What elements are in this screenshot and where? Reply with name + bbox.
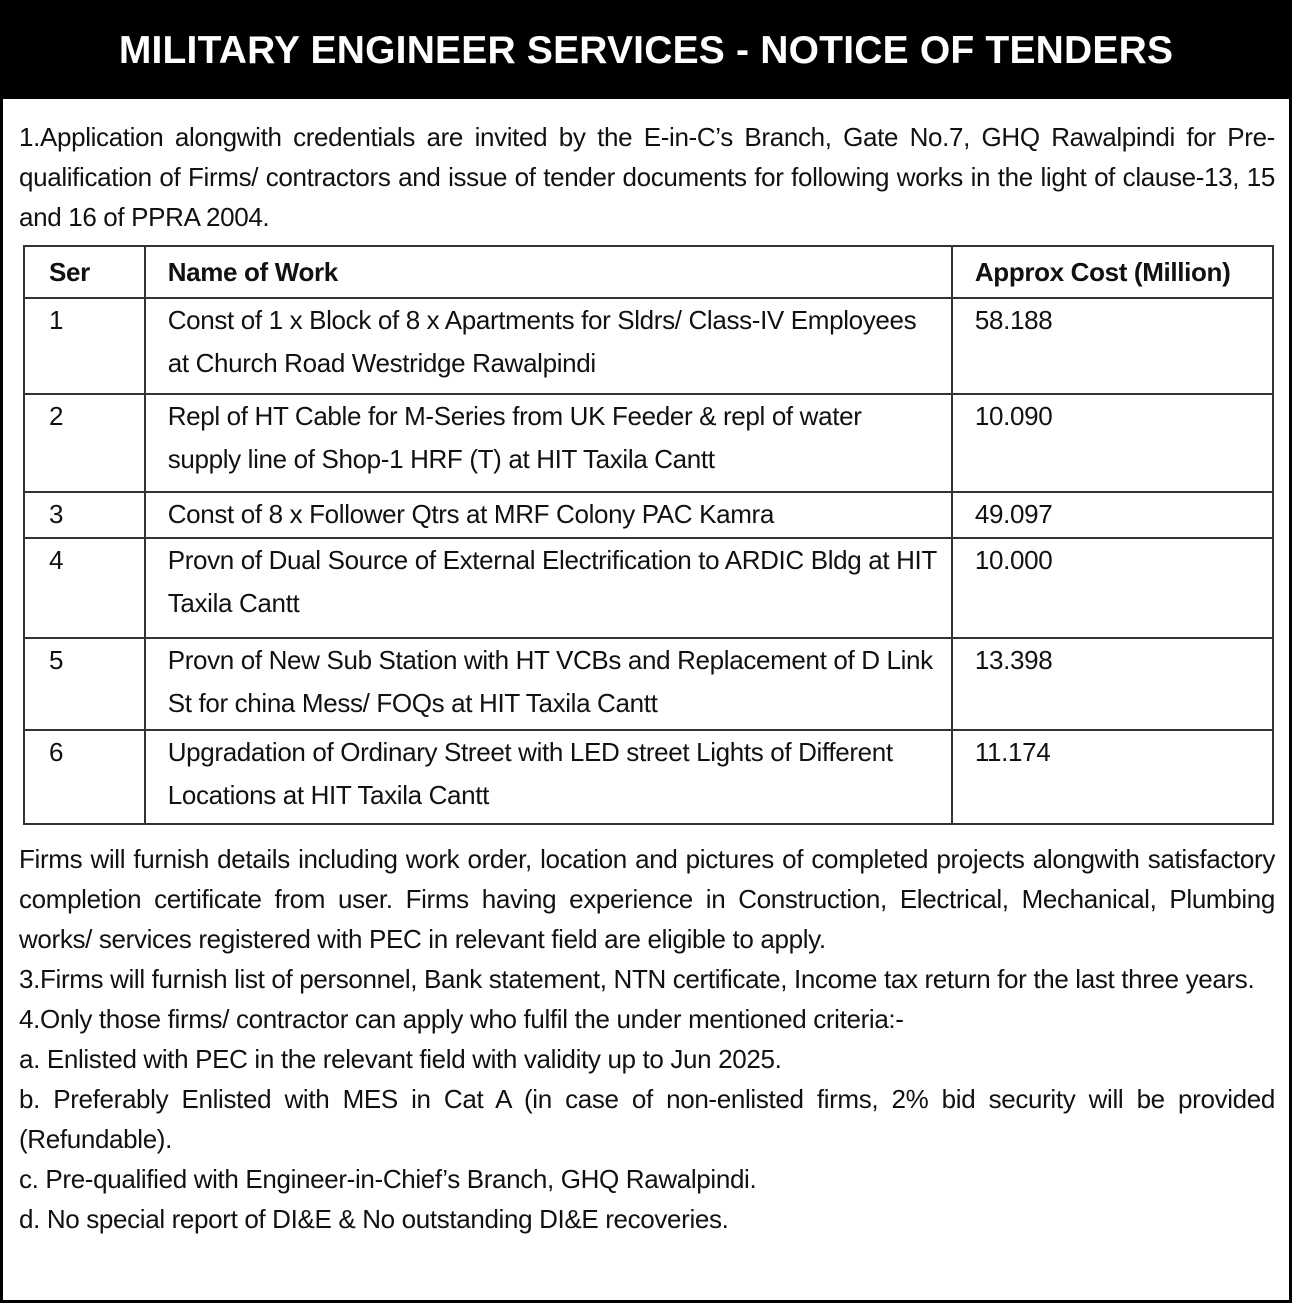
criteria-a: a. Enlisted with PEC in the relevant field with validity up to Jun 2025. [19, 1044, 782, 1074]
row-cost: 10.090 [952, 394, 1273, 492]
row-name-of-work: Provn of Dual Source of External Electrification to ARDIC Bldg at HIT Taxila Cantt [145, 538, 952, 638]
header-approx-cost: Approx Cost (Million) [952, 246, 1273, 298]
header-ser: Ser [24, 246, 145, 298]
header-name-of-work: Name of Work [145, 246, 952, 298]
row-cost: 49.097 [952, 492, 1273, 538]
conditions-text [19, 839, 1275, 1239]
title-bar [3, 3, 1289, 99]
row-name-of-work: Repl of HT Cable for M-Series from UK Feeder & repl of water supply line of Shop-1 HRF (T) at HIT Taxila Cantt [145, 394, 952, 492]
row-cost: 10.000 [952, 538, 1273, 638]
row-name-of-work: Const of 8 x Follower Qtrs at MRF Colony PAC Kamra [145, 492, 952, 538]
table-header-row [24, 246, 1273, 298]
row-ser: 4 [24, 538, 145, 638]
row-cost: 58.188 [952, 298, 1273, 394]
paragraph-criteria: 4.Only those firms/ contractor can apply who fulfil the under mentioned criteria:- [19, 1004, 904, 1034]
table-row [24, 298, 1273, 394]
table-row [24, 492, 1273, 538]
table-row [24, 730, 1273, 824]
criteria-b: b. Preferably Enlisted with MES in Cat A (in case of non-enlisted firms, 2% bid security will be provided (Refundable). [19, 1084, 1275, 1154]
criteria-d: d. No special report of DI&E & No outstanding DI&E recoveries. [19, 1204, 729, 1234]
row-name-of-work: Provn of New Sub Station with HT VCBs and Replacement of D Link St for china Mess/ FOQs at HIT Taxila Cantt [145, 638, 952, 730]
row-name-of-work: Upgradation of Ordinary Street with LED street Lights of Different Locations at HIT Taxila Cantt [145, 730, 952, 824]
row-cost: 13.398 [952, 638, 1273, 730]
works-table [23, 245, 1274, 825]
row-ser: 1 [24, 298, 145, 394]
table-row [24, 538, 1273, 638]
table-row [24, 638, 1273, 730]
criteria-c: c. Pre-qualified with Engineer-in-Chief’s Branch, GHQ Rawalpindi. [19, 1164, 757, 1194]
intro-paragraph: 1.Application alongwith credentials are invited by the E-in-C’s Branch, Gate No.7, GHQ Rawalpindi for Pre-qualification of Firms/ contractors and issue of tender documents for following works in the light of clause-13, 15 and 16 of PPRA 2004. [19, 122, 1275, 232]
row-ser: 6 [24, 730, 145, 824]
notice-title: MILITARY ENGINEER SERVICES - NOTICE OF TENDERS [118, 29, 1174, 72]
paragraph-firm-details: Firms will furnish details including work order, location and pictures of completed projects alongwith satisfactory completion certificate from user. Firms having experience in Construction, Electrical, Mechanical, Plumbing works/ services registered with PEC in relevant field are eligible to apply. [19, 844, 1275, 954]
row-ser: 2 [24, 394, 145, 492]
row-ser: 3 [24, 492, 145, 538]
row-cost: 11.174 [952, 730, 1273, 824]
row-name-of-work: Const of 1 x Block of 8 x Apartments for Sldrs/ Class-IV Employees at Church Road Westridge Rawalpindi [145, 298, 952, 394]
row-ser: 5 [24, 638, 145, 730]
table-row [24, 394, 1273, 492]
paragraph-documents: 3.Firms will furnish list of personnel, Bank statement, NTN certificate, Income tax return for the last three years. [19, 964, 1255, 994]
